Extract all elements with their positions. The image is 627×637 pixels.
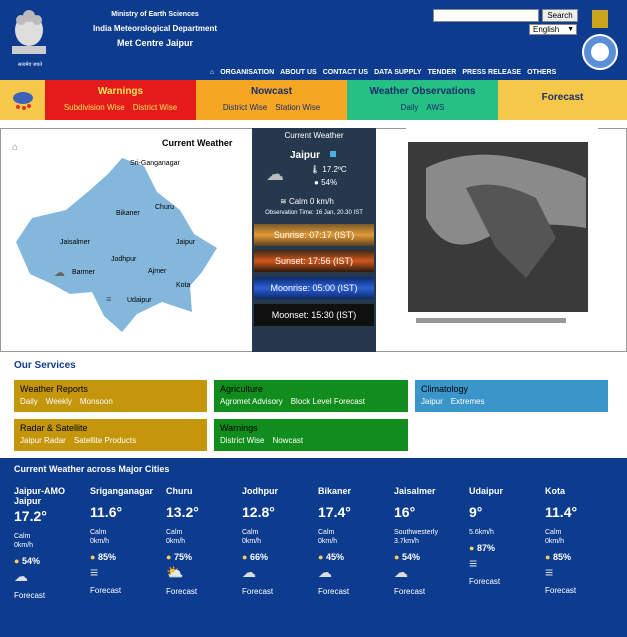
nav-tender[interactable]: TENDER bbox=[427, 68, 457, 76]
weather-icon: ≡ bbox=[545, 564, 554, 580]
city-name: Bikaner bbox=[318, 486, 352, 496]
forecast-title: Forecast bbox=[541, 92, 584, 103]
service-link[interactable]: Weekly bbox=[45, 397, 72, 406]
city-name: Jaisalmer bbox=[394, 486, 436, 496]
city-humidity: 66% bbox=[249, 552, 268, 562]
moonset-bar: Moonset: 15:30 (IST) bbox=[254, 304, 374, 326]
home-icon[interactable]: ⌂ bbox=[210, 68, 215, 76]
menu-warnings[interactable] bbox=[45, 80, 196, 120]
city-humidity: 54% bbox=[401, 552, 420, 562]
city-temperature: 11.4° bbox=[545, 504, 578, 520]
wind-direction: Calm bbox=[545, 529, 562, 536]
weather-icon: ☁ bbox=[14, 568, 28, 584]
city-humidity: 75% bbox=[173, 552, 192, 562]
forecast-link[interactable]: Forecast bbox=[166, 587, 198, 596]
wind-speed: 0km/h bbox=[242, 538, 262, 545]
rajasthan-outline bbox=[12, 152, 222, 342]
wind-speed: 0km/h bbox=[166, 538, 186, 545]
language-value: English bbox=[533, 25, 560, 34]
city-card[interactable] bbox=[394, 486, 468, 596]
drop-icon: ● bbox=[469, 543, 475, 553]
city-label[interactable]: Sri-Ganganagar bbox=[130, 160, 180, 167]
observations-daily-link[interactable]: Daily bbox=[400, 103, 419, 112]
service-title: Agriculture bbox=[220, 384, 264, 394]
wind-direction: Calm bbox=[14, 533, 31, 540]
rajasthan-map[interactable] bbox=[2, 130, 250, 350]
weather-icon: ≡ bbox=[469, 555, 478, 571]
nowcast-district-link[interactable]: District Wise bbox=[222, 103, 268, 112]
drop-icon: ● bbox=[314, 178, 319, 187]
nowcast-title: Nowcast bbox=[250, 86, 293, 97]
weather-icon: ≡ bbox=[90, 564, 99, 580]
wind-speed: 0km/h bbox=[545, 538, 565, 545]
cloud-icon: ☁ bbox=[54, 267, 65, 279]
nav-others[interactable]: OTHERS bbox=[527, 68, 557, 76]
city-card[interactable] bbox=[545, 486, 619, 595]
service-link[interactable]: Monsoon bbox=[79, 397, 113, 406]
wind-speed: 0km/h bbox=[90, 538, 110, 545]
drop-icon: ● bbox=[14, 556, 20, 566]
nowcast-station-link[interactable]: Station Wise bbox=[275, 103, 321, 112]
service-radar-satellite[interactable] bbox=[14, 419, 207, 451]
city-label[interactable]: Bikaner bbox=[116, 210, 140, 217]
service-warnings[interactable] bbox=[214, 419, 408, 451]
forecast-link[interactable]: Forecast bbox=[14, 591, 46, 600]
city-temperature: 17.2° bbox=[14, 508, 47, 524]
observation-time: Observation Time: 16 Jan, 20.30 IST bbox=[265, 210, 363, 216]
wind-speed: 0km/h bbox=[318, 538, 338, 545]
humidity-value: 54% bbox=[321, 178, 338, 187]
city-humidity: 85% bbox=[552, 552, 571, 562]
drop-icon: ● bbox=[90, 552, 96, 562]
city-label[interactable]: Jaisalmer bbox=[60, 239, 90, 246]
service-link[interactable]: Jaipur bbox=[421, 397, 443, 406]
observations-aws-link[interactable]: AWS bbox=[426, 103, 445, 112]
forecast-link[interactable]: Forecast bbox=[469, 577, 501, 586]
weather-icon: ☁ bbox=[318, 564, 332, 580]
nav-data-supply[interactable]: DATA SUPPLY bbox=[374, 68, 422, 76]
nav-contact-us[interactable]: CONTACT US bbox=[322, 68, 369, 76]
drop-icon: ● bbox=[394, 552, 400, 562]
temperature-value: 17.2ºC bbox=[322, 165, 347, 174]
service-link[interactable]: Block Level Forecast bbox=[290, 397, 365, 406]
home-icon[interactable]: ⌂ bbox=[12, 142, 19, 153]
wind-direction: Calm bbox=[242, 529, 259, 536]
menu-observations[interactable] bbox=[347, 80, 498, 120]
sunset-bar: Sunset: 17:56 (IST) bbox=[254, 250, 374, 272]
service-link[interactable]: Jaipur Radar bbox=[20, 436, 66, 445]
city-card[interactable] bbox=[318, 486, 392, 596]
city-name: Kota bbox=[545, 486, 565, 496]
centre-name: Met Centre Jaipur bbox=[116, 38, 194, 48]
city-temperature: 12.8° bbox=[242, 504, 275, 520]
ministry-name: Ministry of Earth Sciences bbox=[111, 11, 199, 18]
forecast-link[interactable]: Forecast bbox=[394, 587, 426, 596]
search-button[interactable]: Search bbox=[542, 9, 578, 22]
temperature bbox=[310, 165, 347, 174]
forecast-link[interactable]: Forecast bbox=[90, 586, 122, 595]
city-name: Jaipur-AMO Jaipur bbox=[14, 486, 66, 506]
forecast-link[interactable]: Forecast bbox=[318, 587, 350, 596]
drop-icon: ● bbox=[166, 552, 172, 562]
cloud-rain-icon bbox=[10, 87, 36, 113]
moonrise-bar: Moonrise: 05:00 (IST) bbox=[254, 277, 374, 299]
city-label[interactable]: Ajmer bbox=[148, 268, 167, 275]
city-card[interactable] bbox=[90, 486, 164, 595]
city-label[interactable]: Udaipur bbox=[127, 297, 152, 304]
nav-about-us[interactable]: ABOUT US bbox=[280, 68, 317, 76]
wind-icon: ≋ bbox=[280, 197, 287, 206]
warnings-title: Warnings bbox=[97, 86, 144, 97]
service-weather-reports[interactable] bbox=[14, 380, 207, 412]
weather-icon: ⛅ bbox=[166, 564, 184, 580]
chevron-down-icon: ▼ bbox=[567, 26, 574, 33]
satellite-image[interactable] bbox=[406, 128, 598, 328]
wind-speed: 3.7km/h bbox=[394, 538, 419, 545]
weather-icon: ☁ bbox=[242, 564, 256, 580]
forecast-link[interactable]: Forecast bbox=[545, 586, 577, 595]
cloud-icon: ☁ bbox=[266, 164, 284, 184]
service-title: Radar & Satellite bbox=[20, 423, 88, 433]
map-title: Current Weather bbox=[162, 138, 233, 148]
current-weather-panel bbox=[252, 128, 376, 352]
search-input[interactable] bbox=[433, 9, 539, 22]
wind-direction: Calm bbox=[166, 529, 183, 536]
city-temperature: 16° bbox=[394, 504, 416, 520]
city-label[interactable]: Churu bbox=[155, 204, 175, 211]
service-link[interactable]: District Wise bbox=[220, 436, 265, 445]
imd-logo-icon bbox=[580, 8, 620, 72]
national-emblem-icon bbox=[8, 6, 50, 62]
services-title: Our Services bbox=[14, 360, 76, 371]
top-nav bbox=[210, 66, 556, 78]
service-title: Weather Reports bbox=[20, 384, 88, 394]
service-link[interactable]: Nowcast bbox=[272, 436, 304, 445]
weather-icon: ☁ bbox=[394, 564, 408, 580]
menu-forecast[interactable] bbox=[498, 80, 627, 120]
language-select[interactable] bbox=[529, 24, 577, 35]
observations-title: Weather Observations bbox=[369, 86, 476, 97]
department-name: India Meteorological Department bbox=[92, 24, 218, 33]
city-temperature: 17.4° bbox=[318, 504, 351, 520]
city-card[interactable] bbox=[469, 486, 543, 586]
wind-direction: Calm bbox=[90, 529, 107, 536]
wind-direction: Southwesterly bbox=[394, 529, 438, 536]
thermometer-icon: 🌡 bbox=[310, 165, 321, 174]
city-label[interactable]: Kota bbox=[176, 282, 191, 289]
service-link[interactable]: Extremes bbox=[450, 397, 485, 406]
major-cities-panel bbox=[0, 458, 627, 637]
city-temperature: 11.6° bbox=[90, 504, 123, 520]
wind-speed: 0km/h bbox=[14, 542, 34, 549]
drop-icon: ● bbox=[242, 552, 248, 562]
city-humidity: 54% bbox=[21, 556, 40, 566]
city-temperature: 13.2° bbox=[166, 504, 199, 520]
service-link[interactable]: Daily bbox=[20, 397, 38, 406]
humidity bbox=[314, 178, 337, 187]
service-title: Climatology bbox=[421, 384, 469, 394]
wind-value: Calm 0 km/h bbox=[288, 197, 334, 206]
menu-nowcast[interactable] bbox=[196, 80, 347, 120]
service-link[interactable]: Agromet Advisory bbox=[220, 397, 283, 406]
city-card[interactable] bbox=[242, 486, 316, 596]
city-name: Sriganganagar bbox=[90, 486, 154, 496]
city-card[interactable] bbox=[166, 486, 240, 596]
city-card[interactable] bbox=[14, 486, 88, 600]
menu-weather-icon[interactable] bbox=[0, 80, 45, 120]
city-humidity: 45% bbox=[325, 552, 344, 562]
city-name: Churu bbox=[166, 486, 193, 496]
sunrise-bar: Sunrise: 07:17 (IST) bbox=[254, 224, 374, 246]
service-climatology[interactable] bbox=[415, 380, 608, 412]
service-link[interactable]: Satellite Products bbox=[73, 436, 137, 445]
city-humidity: 87% bbox=[476, 543, 495, 553]
forecast-link[interactable]: Forecast bbox=[242, 587, 274, 596]
city-temperature: 9° bbox=[469, 504, 483, 520]
city-name: Jodhpur bbox=[242, 486, 278, 496]
main-menu bbox=[0, 80, 627, 120]
warnings-district-link[interactable]: District Wise bbox=[132, 103, 178, 112]
city-label[interactable]: Jaipur bbox=[176, 239, 196, 246]
city-name: Jaipur bbox=[290, 150, 321, 161]
satellite-picture bbox=[406, 128, 598, 328]
drop-icon: ● bbox=[545, 552, 551, 562]
wind-speed: 5.6km/h bbox=[469, 529, 494, 536]
city-humidity: 85% bbox=[97, 552, 116, 562]
nav-press-release[interactable]: PRESS RELEASE bbox=[462, 68, 522, 76]
wind bbox=[280, 197, 334, 206]
wind-direction: Calm bbox=[318, 529, 335, 536]
haze-icon: ≡ bbox=[106, 294, 112, 304]
warnings-subdivision-link[interactable]: Subdivision Wise bbox=[63, 103, 125, 112]
city-name: Udaipur bbox=[469, 486, 504, 496]
nav-organisation[interactable]: ORGANISATION bbox=[220, 68, 275, 76]
drop-icon: ● bbox=[318, 552, 324, 562]
service-agriculture[interactable] bbox=[214, 380, 408, 412]
city-label[interactable]: Jodhpur bbox=[111, 256, 137, 263]
panel-title: Current Weather bbox=[284, 131, 344, 140]
service-title: Warnings bbox=[220, 423, 258, 433]
info-icon[interactable] bbox=[330, 151, 336, 157]
city-label[interactable]: Barmer bbox=[72, 269, 95, 276]
emblem-caption: सत्यमेव जयते bbox=[17, 62, 43, 68]
cities-title: Current Weather across Major Cities bbox=[14, 464, 170, 474]
